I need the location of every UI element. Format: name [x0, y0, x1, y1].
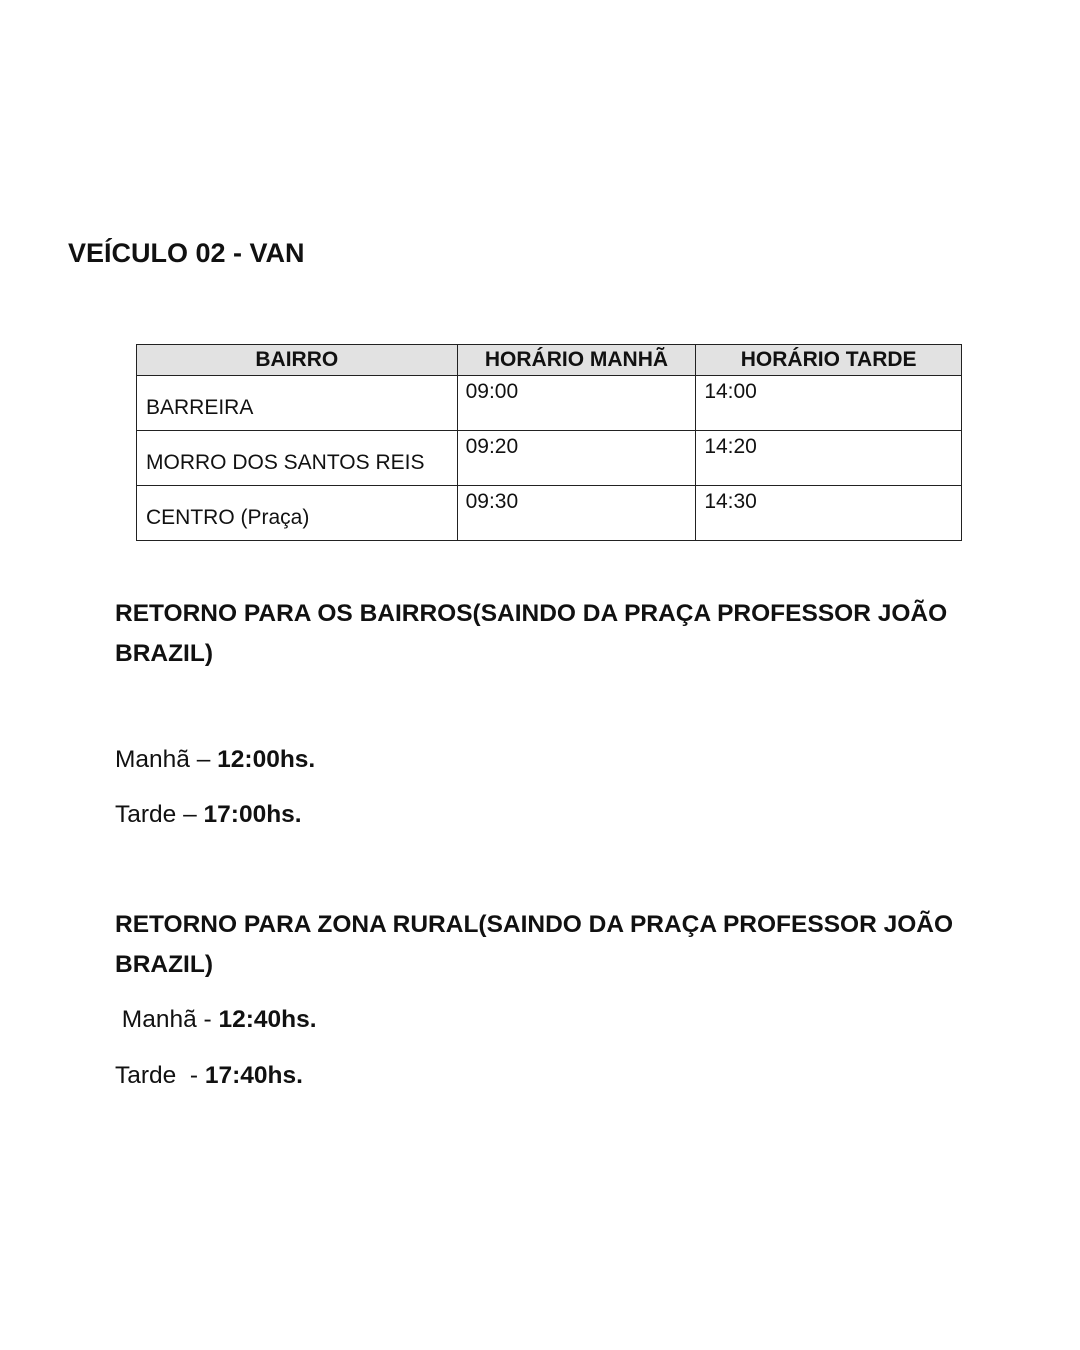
- period-label: Manhã -: [115, 1006, 219, 1033]
- header-horario-manha: HORÁRIO MANHÃ: [457, 345, 696, 376]
- return-time: 12:00hs.: [217, 746, 316, 773]
- page-title: VEÍCULO 02 - VAN: [68, 238, 305, 268]
- header-horario-tarde: HORÁRIO TARDE: [696, 345, 962, 376]
- period-label: Manhã –: [115, 746, 218, 773]
- header-bairro: BAIRRO: [137, 345, 458, 376]
- retorno-bairros-manha: [115, 746, 315, 774]
- retorno-rural-heading: RETORNO PARA ZONA RURAL(SAINDO DA PRAÇA PROFESSOR JOÃO BRAZIL): [115, 911, 954, 978]
- cell-bairro: CENTRO (Praça): [137, 486, 458, 541]
- period-label: Tarde -: [115, 1062, 205, 1089]
- cell-manha: 09:20: [457, 431, 696, 486]
- table-row: [137, 431, 962, 486]
- retorno-bairros-heading: RETORNO PARA OS BAIRROS(SAINDO DA PRAÇA PROFESSOR JOÃO BRAZIL): [115, 600, 948, 667]
- return-time: 17:40hs.: [204, 1062, 303, 1089]
- cell-tarde: 14:30: [696, 486, 962, 541]
- schedule-table: [136, 344, 962, 541]
- table-row: [137, 376, 962, 431]
- cell-manha: 09:00: [457, 376, 696, 431]
- cell-bairro: MORRO DOS SANTOS REIS: [137, 431, 458, 486]
- retorno-rural-manha: [115, 1006, 317, 1034]
- cell-tarde: 14:00: [696, 376, 962, 431]
- period-label: Tarde –: [115, 801, 204, 828]
- table-row: [137, 486, 962, 541]
- cell-tarde: 14:20: [696, 431, 962, 486]
- return-time: 12:40hs.: [218, 1006, 317, 1033]
- retorno-rural-tarde: [115, 1062, 303, 1090]
- table-header-row: [137, 345, 962, 376]
- retorno-bairros-tarde: [115, 801, 302, 829]
- cell-bairro: BARREIRA: [137, 376, 458, 431]
- return-time: 17:00hs.: [203, 801, 302, 828]
- cell-manha: 09:30: [457, 486, 696, 541]
